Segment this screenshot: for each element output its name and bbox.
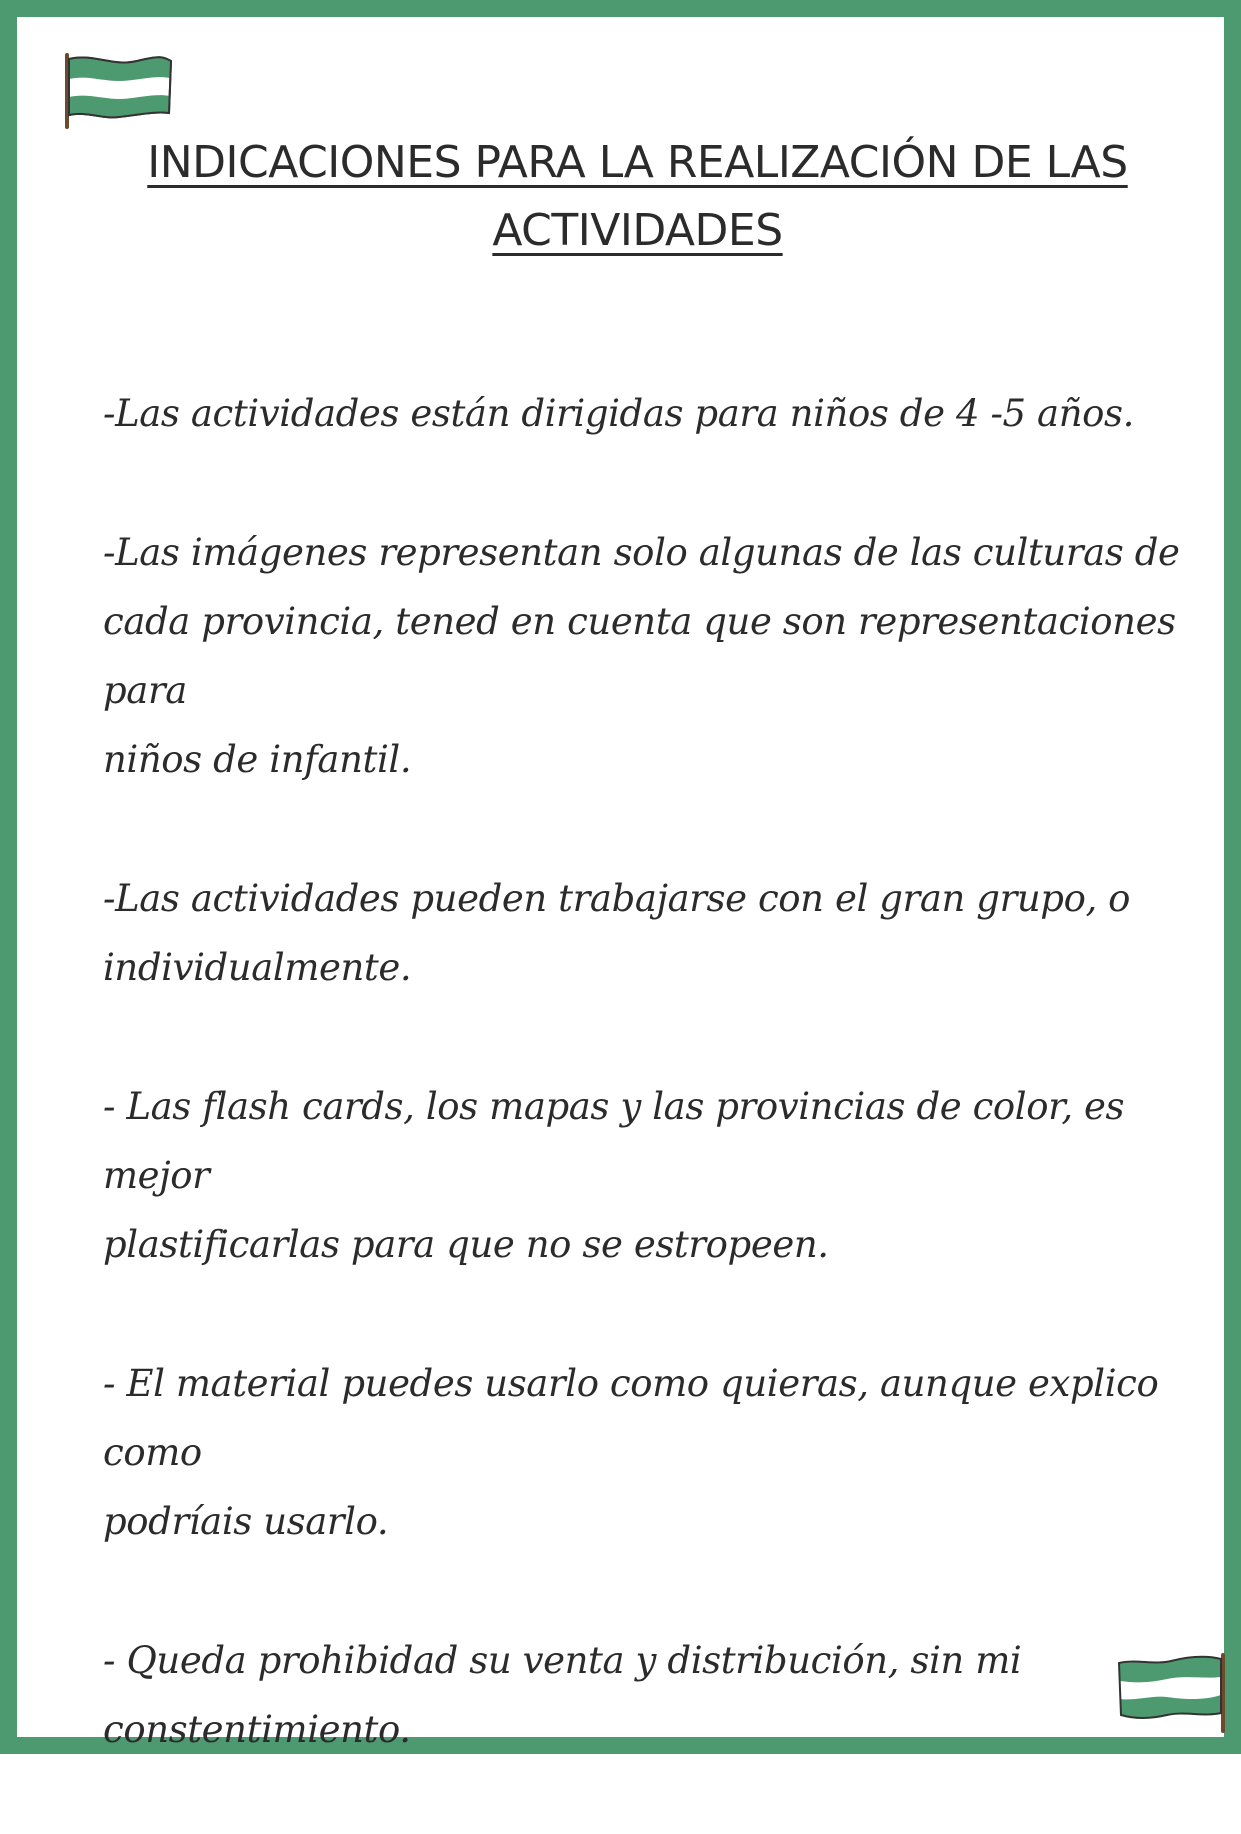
- title-line-1: INDICACIONES PARA LA REALIZACIÓN DE LAS: [147, 137, 1128, 188]
- list-item: -Las actividades pueden trabajarse con el gran grupo, o individualmente.: [103, 877, 1131, 989]
- page-title: [77, 129, 1198, 265]
- list-item: -Las imágenes representan solo algunas de las culturas de cada provincia, tened en cuenta que son representaciones para niños de infantil.: [103, 531, 1180, 781]
- list-item: - Las flash cards, los mapas y las provincias de color, es mejor plastificarlas para que no se estropeen.: [103, 1085, 1125, 1266]
- andalusia-flag-icon: [1115, 1653, 1227, 1733]
- andalusia-flag-icon: [63, 53, 175, 129]
- title-line-2: ACTIVIDADES: [492, 205, 783, 256]
- instructions-list: [103, 379, 1233, 1834]
- list-item: - El material puedes usarlo como quieras, aunque explico como podríais usarlo.: [103, 1362, 1159, 1543]
- list-item: -Las actividades están dirigidas para niños de 4 -5 años.: [103, 392, 1134, 435]
- list-item: - Queda prohibidad su venta y distribución, sin mi constentimiento.: [103, 1639, 1022, 1751]
